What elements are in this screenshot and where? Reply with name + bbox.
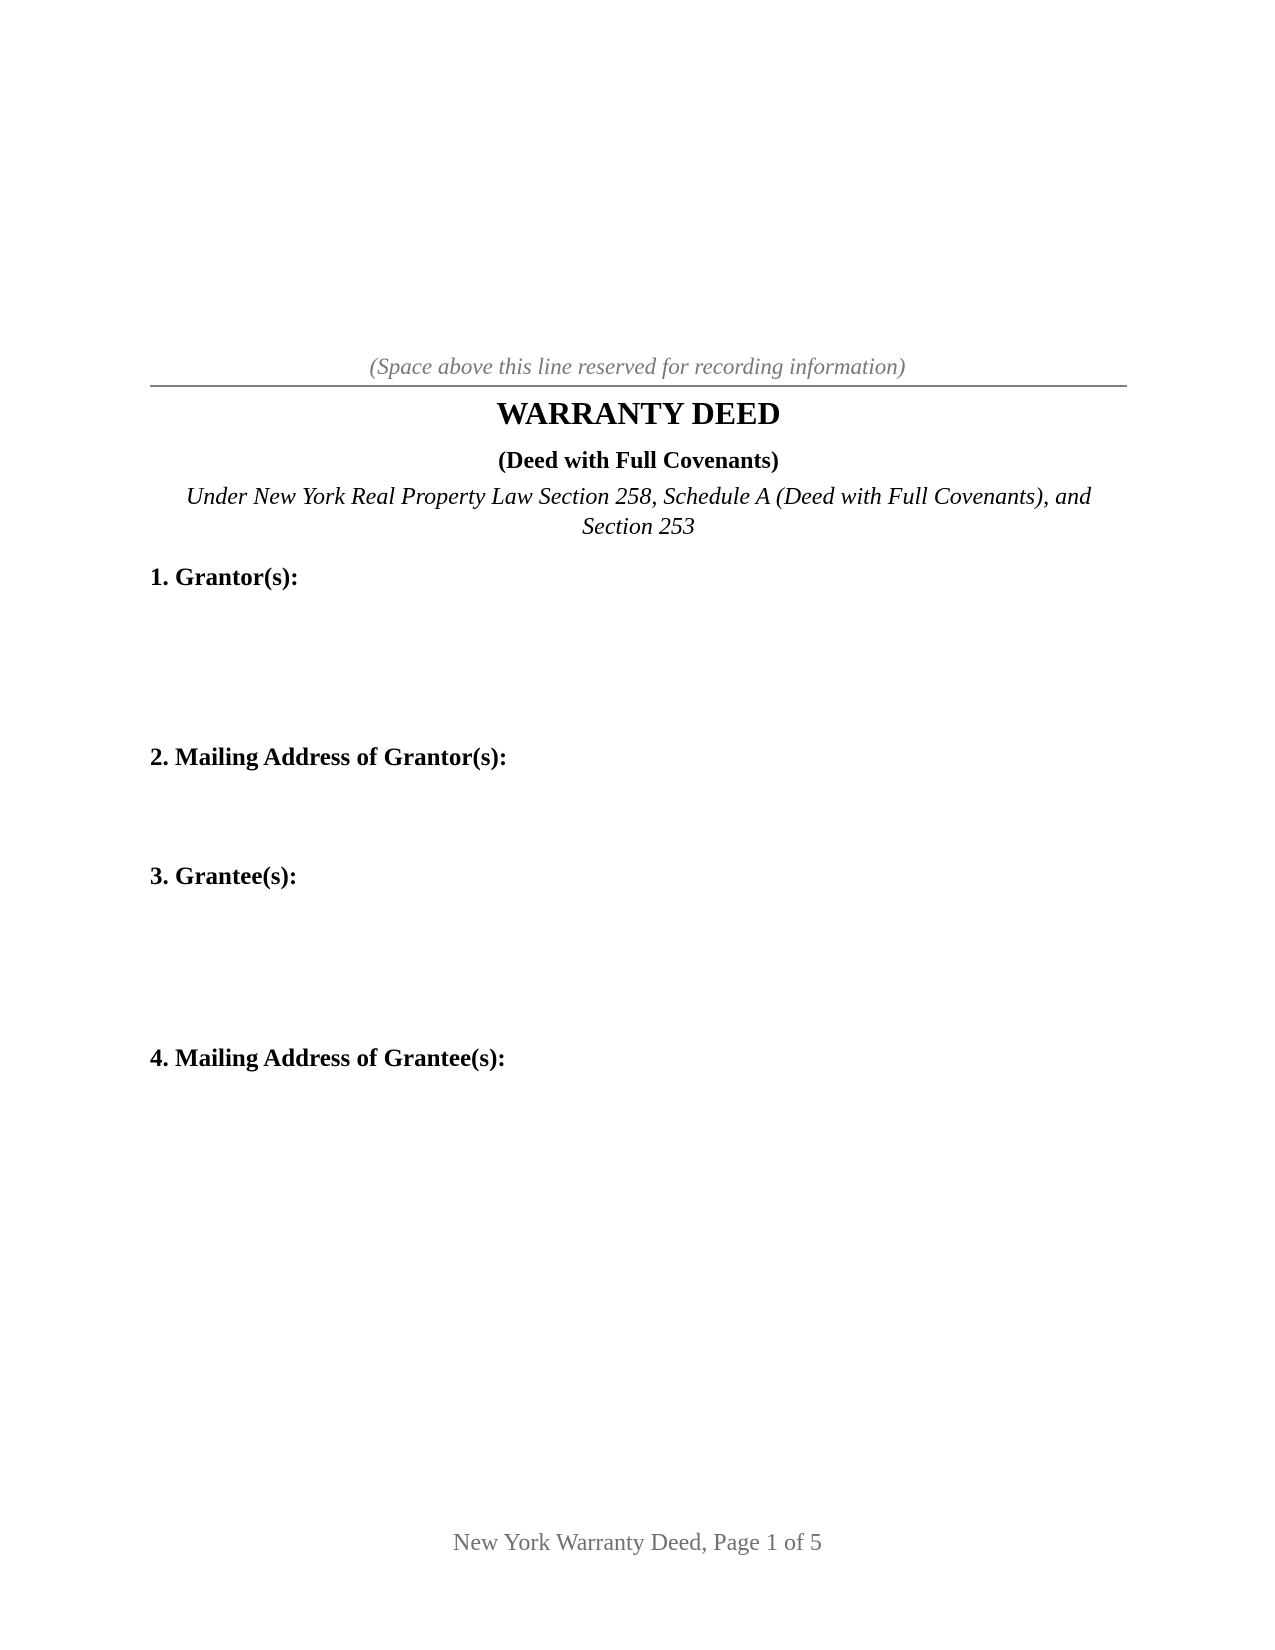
statutory-authority: Under New York Real Property Law Section 258, Schedule A (Deed with Full Covenants), and Section 253 xyxy=(185,484,1092,540)
recording-divider-line xyxy=(150,385,1127,387)
field-label-grantee: 3. Grantee(s): xyxy=(150,863,298,890)
field-label-grantee-mailing-address: 4. Mailing Address of Grantee(s): xyxy=(150,1045,506,1072)
document-title: WARRANTY DEED xyxy=(496,395,781,431)
field-label-grantor-mailing-address: 2. Mailing Address of Grantor(s): xyxy=(150,744,508,771)
page-footer: New York Warranty Deed, Page 1 of 5 xyxy=(453,1530,822,1556)
recording-space-note: (Space above this line reserved for recording information) xyxy=(369,354,906,379)
field-label-grantor: 1. Grantor(s): xyxy=(150,564,299,591)
document-subtitle: (Deed with Full Covenants) xyxy=(498,448,779,474)
